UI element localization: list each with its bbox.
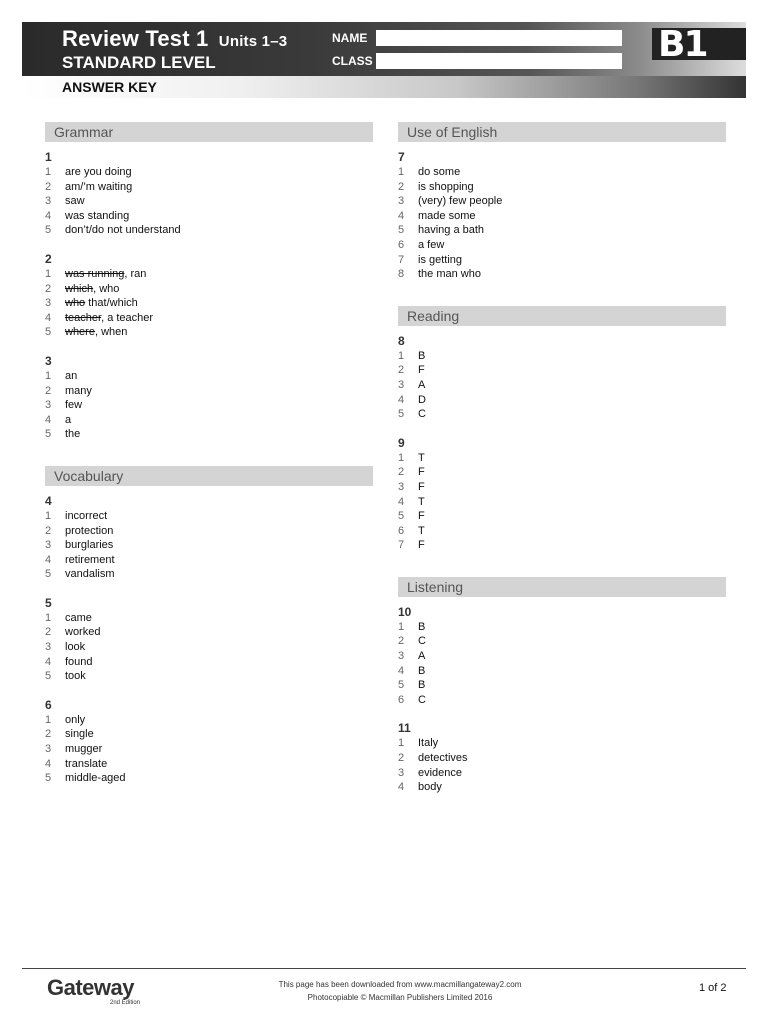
- exercise-number: 4: [45, 493, 52, 508]
- answer-text: B: [418, 349, 426, 362]
- item-number: 5: [45, 224, 52, 237]
- answer-text: is shopping: [418, 180, 474, 193]
- section-grammar: [45, 122, 373, 442]
- item-number: 4: [398, 495, 405, 508]
- answer-row: [45, 771, 373, 786]
- answer-row: [398, 194, 726, 209]
- item-number: 1: [45, 166, 52, 178]
- exercise: [45, 252, 373, 340]
- answer-text: detectives: [418, 752, 468, 765]
- test-title: [62, 26, 287, 52]
- class-field[interactable]: [376, 53, 622, 69]
- answer-text: few: [65, 399, 83, 412]
- item-number: 4: [45, 413, 52, 426]
- answer-text: many: [65, 384, 92, 397]
- answer-text: C: [418, 408, 426, 421]
- answer-row: [45, 509, 373, 524]
- item-number: 6: [398, 693, 405, 706]
- item-number: 4: [45, 311, 52, 324]
- item-number: 1: [398, 451, 405, 464]
- answer-row: [398, 363, 726, 378]
- answer-row: [398, 480, 726, 495]
- answer-text: the man who: [418, 268, 481, 281]
- answer-row: [398, 253, 726, 268]
- answer-row: [398, 538, 726, 553]
- answer-row: [398, 465, 726, 480]
- answer-row: [398, 349, 726, 364]
- section-heading: Vocabulary: [45, 466, 373, 486]
- exercise: [45, 494, 373, 582]
- section-heading: Reading: [398, 306, 726, 326]
- level-label: STANDARD LEVEL: [62, 53, 216, 72]
- answer-text: mugger: [65, 743, 103, 756]
- answer-text: B: [418, 664, 426, 677]
- item-number: 5: [45, 772, 52, 785]
- answer-row: [45, 669, 373, 684]
- answer-text: protection: [65, 524, 114, 537]
- exercise: [398, 436, 726, 553]
- exercise: [398, 605, 726, 708]
- answer-row: [45, 267, 373, 282]
- name-field[interactable]: [376, 30, 622, 46]
- answer-text: [65, 311, 153, 326]
- answer-row: [45, 538, 373, 553]
- answer-text: vandalism: [65, 568, 115, 581]
- correction: , who: [93, 282, 120, 295]
- item-number: 5: [45, 428, 52, 441]
- correction: , ran: [124, 267, 147, 280]
- answer-text: look: [65, 641, 86, 654]
- item-number: 1: [398, 620, 405, 633]
- item-number: 5: [45, 568, 52, 581]
- struck-word: who: [65, 297, 86, 310]
- answer-row: [45, 398, 373, 413]
- answer-text: [65, 267, 146, 282]
- answer-row: [398, 620, 726, 635]
- answer-row: [45, 413, 373, 428]
- copyright-note: Photocopiable © Macmillan Publishers Limited 2016: [307, 993, 493, 1002]
- answer-row: [45, 369, 373, 384]
- item-number: 4: [45, 655, 52, 668]
- header-band: [22, 22, 746, 76]
- level-badge: [652, 24, 746, 65]
- answer-row: [398, 238, 726, 253]
- answer-text: A: [418, 650, 426, 663]
- item-number: 1: [45, 509, 52, 522]
- answer-text: a: [65, 413, 72, 426]
- answer-row: [398, 223, 726, 238]
- section-heading: Grammar: [45, 122, 373, 142]
- exercise-number: 5: [45, 595, 52, 610]
- answer-row: [45, 625, 373, 640]
- answer-row: [398, 451, 726, 466]
- item-number: 1: [45, 369, 52, 382]
- answer-text: an: [65, 369, 78, 382]
- exercise: [398, 721, 726, 794]
- item-number: 2: [45, 180, 52, 193]
- units-text: Units 1–3: [218, 33, 288, 50]
- item-number: 6: [398, 524, 405, 537]
- item-number: 5: [45, 670, 52, 683]
- answer-row: [45, 567, 373, 582]
- name-label: NAME: [332, 31, 368, 45]
- exercise-number: 9: [398, 435, 405, 450]
- item-number: 3: [45, 641, 52, 654]
- item-number: 5: [398, 224, 405, 237]
- answer-row: [45, 524, 373, 539]
- answer-row: [398, 751, 726, 766]
- exercise: [45, 354, 373, 442]
- answer-text: was standing: [65, 209, 130, 222]
- exercise-number: 2: [45, 251, 52, 266]
- item-number: 4: [398, 393, 405, 406]
- answer-row: [45, 640, 373, 655]
- answer-text: A: [418, 378, 426, 391]
- answer-text: is getting: [418, 253, 463, 266]
- answer-text: C: [418, 693, 426, 706]
- item-number: 3: [45, 539, 52, 552]
- item-number: 3: [398, 378, 405, 391]
- answer-row: [398, 664, 726, 679]
- answer-text: made some: [418, 209, 476, 222]
- answer-text: [65, 282, 119, 297]
- footer-divider: [22, 968, 746, 969]
- answer-text: F: [418, 539, 425, 552]
- item-number: 3: [398, 480, 405, 493]
- answer-row: [45, 165, 373, 180]
- answer-row: [398, 780, 726, 795]
- answer-text: worked: [65, 626, 101, 639]
- item-number: 2: [45, 282, 52, 295]
- answer-text: T: [418, 451, 425, 464]
- answer-row: [45, 209, 373, 224]
- answer-text: C: [418, 635, 426, 648]
- answer-text: a few: [418, 238, 445, 251]
- answer-text: retirement: [65, 553, 115, 566]
- answer-row: [398, 766, 726, 781]
- answer-text: F: [418, 364, 425, 377]
- item-number: 1: [398, 737, 405, 750]
- exercise: [398, 150, 726, 282]
- download-note: This page has been downloaded from www.macmillangateway2.com: [278, 980, 522, 989]
- answer-text: F: [418, 480, 425, 493]
- answer-row: [45, 384, 373, 399]
- answer-row: [398, 736, 726, 751]
- struck-word: which: [65, 282, 94, 295]
- answer-text: having a bath: [418, 224, 485, 237]
- answer-row: [45, 611, 373, 626]
- struck-word: where: [65, 326, 95, 339]
- answer-text: saw: [65, 195, 85, 208]
- section-heading: Use of English: [398, 122, 726, 142]
- item-number: 2: [45, 524, 52, 537]
- answer-row: [45, 757, 373, 772]
- answer-row: [45, 713, 373, 728]
- answer-row: [398, 524, 726, 539]
- answer-row: [398, 678, 726, 693]
- edition-label: 2nd Edition: [110, 1000, 141, 1006]
- exercise-number: 8: [398, 333, 405, 348]
- subtitle-bar: [22, 76, 746, 98]
- answer-row: [45, 282, 373, 297]
- item-number: 2: [398, 364, 405, 377]
- answer-row: [45, 325, 373, 340]
- answer-row: [398, 407, 726, 422]
- item-number: 1: [398, 166, 405, 178]
- item-number: 5: [45, 326, 52, 339]
- item-number: 7: [398, 253, 405, 266]
- item-number: 3: [398, 195, 405, 208]
- item-number: 5: [398, 408, 405, 421]
- item-number: 8: [398, 268, 405, 281]
- answer-text: translate: [65, 757, 108, 770]
- item-number: 4: [398, 664, 405, 677]
- answer-row: [45, 194, 373, 209]
- answer-row: [45, 727, 373, 742]
- exercise: [45, 596, 373, 684]
- answer-row: [398, 180, 726, 195]
- item-number: 4: [45, 757, 52, 770]
- item-number: 2: [398, 635, 405, 648]
- item-number: 5: [398, 679, 405, 692]
- item-number: 6: [398, 238, 405, 251]
- answer-text: only: [65, 713, 86, 726]
- item-number: 2: [45, 626, 52, 639]
- answer-row: [45, 296, 373, 311]
- answer-row: [398, 393, 726, 408]
- answer-row: [45, 742, 373, 757]
- answer-text: D: [418, 393, 426, 406]
- exercise-number: 10: [398, 604, 412, 619]
- item-number: 1: [45, 611, 52, 624]
- answer-row: [398, 634, 726, 649]
- answer-row: [45, 553, 373, 568]
- section-heading: Listening: [398, 577, 726, 597]
- answer-text: don’t/do not understand: [65, 224, 181, 237]
- answer-row: [45, 223, 373, 238]
- answer-row: [398, 693, 726, 708]
- item-number: 3: [45, 399, 52, 412]
- answer-text: single: [65, 728, 94, 741]
- correction: , a teacher: [101, 311, 154, 324]
- section-reading: [398, 306, 726, 553]
- item-number: 7: [398, 539, 405, 552]
- answer-text: Italy: [418, 737, 439, 750]
- answer-row: [398, 649, 726, 664]
- answer-text: do some: [418, 166, 461, 178]
- left-column: [45, 122, 373, 810]
- answer-row: [398, 495, 726, 510]
- answer-text: F: [418, 466, 425, 479]
- item-number: 3: [398, 766, 405, 779]
- class-label: CLASS: [332, 54, 373, 68]
- answer-text: am/’m waiting: [65, 180, 133, 193]
- answer-text: body: [418, 781, 442, 794]
- answer-text: (very) few people: [418, 195, 503, 208]
- item-number: 1: [45, 713, 52, 726]
- title-text: Review Test 1: [62, 26, 209, 51]
- answer-row: [45, 180, 373, 195]
- answer-text: came: [65, 611, 92, 624]
- item-number: 1: [398, 349, 405, 362]
- item-number: 2: [398, 466, 405, 479]
- answer-row: [398, 267, 726, 282]
- struck-word: was running: [65, 267, 125, 280]
- answer-row: [398, 209, 726, 224]
- correction: that/which: [85, 297, 138, 310]
- right-column: [398, 122, 726, 819]
- badge-text: B1: [658, 24, 707, 65]
- gateway-logo: Gateway: [47, 975, 134, 1000]
- answer-text: are you doing: [65, 166, 132, 178]
- answer-row: [45, 311, 373, 326]
- correction: , when: [94, 326, 128, 339]
- exercise-number: 7: [398, 150, 405, 164]
- answer-text: found: [65, 655, 93, 668]
- answer-text: incorrect: [65, 509, 108, 522]
- page-number: 1 of 2: [699, 982, 727, 994]
- item-number: 3: [398, 650, 405, 663]
- exercise-number: 1: [45, 150, 52, 164]
- answer-text: took: [65, 670, 86, 683]
- answer-text: T: [418, 495, 425, 508]
- item-number: 2: [398, 752, 405, 765]
- item-number: 2: [45, 728, 52, 741]
- answer-row: [398, 165, 726, 180]
- answer-row: [45, 655, 373, 670]
- item-number: 4: [398, 209, 405, 222]
- section-listening: [398, 577, 726, 795]
- exercise: [398, 334, 726, 422]
- answer-row: [398, 509, 726, 524]
- item-number: 1: [45, 267, 52, 280]
- struck-word: teacher: [65, 311, 102, 324]
- exercise-number: 6: [45, 697, 52, 712]
- answer-key-label: ANSWER KEY: [62, 79, 157, 95]
- item-number: 2: [398, 180, 405, 193]
- section-use-of-english: [398, 122, 726, 282]
- answer-text: B: [418, 679, 426, 692]
- exercise-number: 11: [398, 721, 411, 736]
- answer-text: [65, 296, 138, 311]
- item-number: 2: [45, 384, 52, 397]
- answer-row: [398, 378, 726, 393]
- answer-text: middle-aged: [65, 772, 126, 785]
- item-number: 3: [45, 743, 52, 756]
- section-vocabulary: [45, 466, 373, 786]
- answer-text: B: [418, 620, 426, 633]
- exercise: [45, 698, 373, 786]
- answer-text: the: [65, 428, 81, 441]
- exercise: [45, 150, 373, 238]
- answer-text: F: [418, 510, 425, 523]
- item-number: 4: [398, 781, 405, 794]
- answer-text: T: [418, 524, 425, 537]
- item-number: 5: [398, 510, 405, 523]
- answer-text: burglaries: [65, 539, 114, 552]
- answer-row: [45, 427, 373, 442]
- item-number: 3: [45, 297, 52, 310]
- item-number: 4: [45, 553, 52, 566]
- item-number: 3: [45, 195, 52, 208]
- exercise-number: 3: [45, 353, 52, 368]
- answer-text: [65, 325, 127, 340]
- answer-text: evidence: [418, 766, 463, 779]
- item-number: 4: [45, 209, 52, 222]
